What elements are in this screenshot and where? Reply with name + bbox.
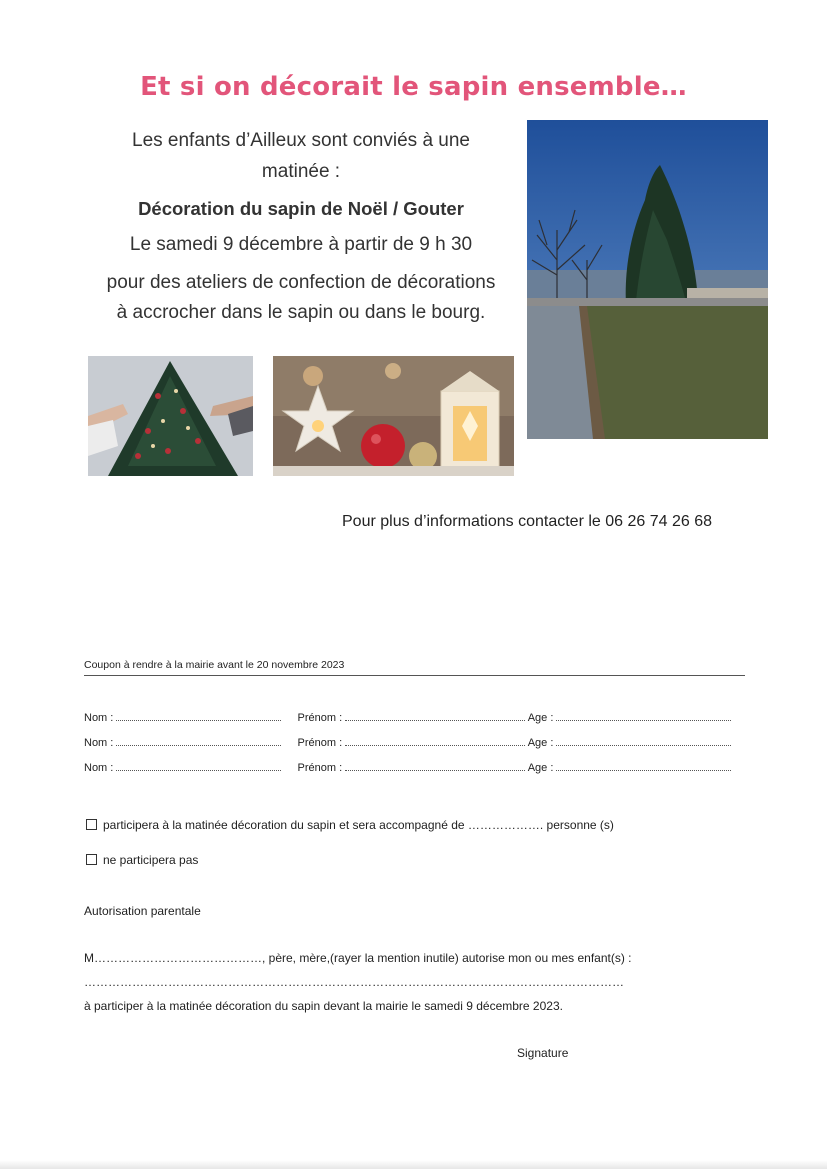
intro-text-line2: matinée : <box>261 161 341 182</box>
registration-row <box>84 761 731 774</box>
decorating-tree-photo <box>88 356 253 476</box>
workshop-text-line2: à accrocher dans le sapin ou dans le bourg. <box>116 302 486 323</box>
nom-label: Nom : <box>84 762 114 774</box>
age-label: Age : <box>527 762 554 774</box>
page-title: Et si on décorait le sapin ensemble… <box>140 72 687 102</box>
prenom-label: Prénom : <box>297 762 343 774</box>
nom-label: Nom : <box>84 712 114 724</box>
coupon-divider <box>84 675 745 676</box>
intro-text-line1: Les enfants d’Ailleux sont conviés à une <box>132 130 470 151</box>
event-heading: Décoration du sapin de Noël / Gouter <box>138 198 464 219</box>
contact-info: Pour plus d’informations contacter le 06 26 74 26 68 <box>342 513 713 530</box>
fir-tree-photo <box>527 120 768 439</box>
prenom-field[interactable] <box>345 711 525 721</box>
nom-field[interactable] <box>116 761 281 771</box>
option-not-participate <box>86 853 198 867</box>
registration-row <box>84 736 731 749</box>
ornaments-photo <box>273 356 514 476</box>
age-label: Age : <box>527 737 554 749</box>
nom-field[interactable] <box>116 736 281 746</box>
page-edge <box>0 1160 827 1169</box>
nom-label: Nom : <box>84 737 114 749</box>
not-participate-checkbox[interactable] <box>86 854 97 865</box>
age-field[interactable] <box>556 736 731 746</box>
signature-label: Signature <box>517 1046 569 1060</box>
prenom-field[interactable] <box>345 736 525 746</box>
prenom-label: Prénom : <box>297 737 343 749</box>
age-field[interactable] <box>556 761 731 771</box>
age-label: Age : <box>527 712 554 724</box>
authorization-title: Autorisation parentale <box>84 904 201 918</box>
event-date: Le samedi 9 décembre à partir de 9 h 30 <box>129 234 473 255</box>
authorization-statement: M……………………………………, père, mère,(rayer la mention inutile) autorise mon ou mes enfant(s) : <box>84 951 632 965</box>
option-participate-label: participera à la matinée décoration du sapin et sera accompagné de ………………. personne (s) <box>103 818 614 832</box>
coupon-title: Coupon à rendre à la mairie avant le 20 novembre 2023 <box>84 659 345 671</box>
age-field[interactable] <box>556 711 731 721</box>
prenom-label: Prénom : <box>297 712 343 724</box>
workshop-text-line1: pour des ateliers de confection de décorations <box>106 272 496 293</box>
option-participate <box>86 818 614 832</box>
children-names-field[interactable]: ……………………………………………………………………………………………………………………… <box>84 975 624 989</box>
option-not-participate-label: ne participera pas <box>103 853 199 867</box>
prenom-field[interactable] <box>345 761 525 771</box>
authorization-purpose: à participer à la matinée décoration du sapin devant la mairie le samedi 9 décembre 2023. <box>84 999 563 1013</box>
nom-field[interactable] <box>116 711 281 721</box>
participate-checkbox[interactable] <box>86 819 97 830</box>
registration-row <box>84 711 731 724</box>
